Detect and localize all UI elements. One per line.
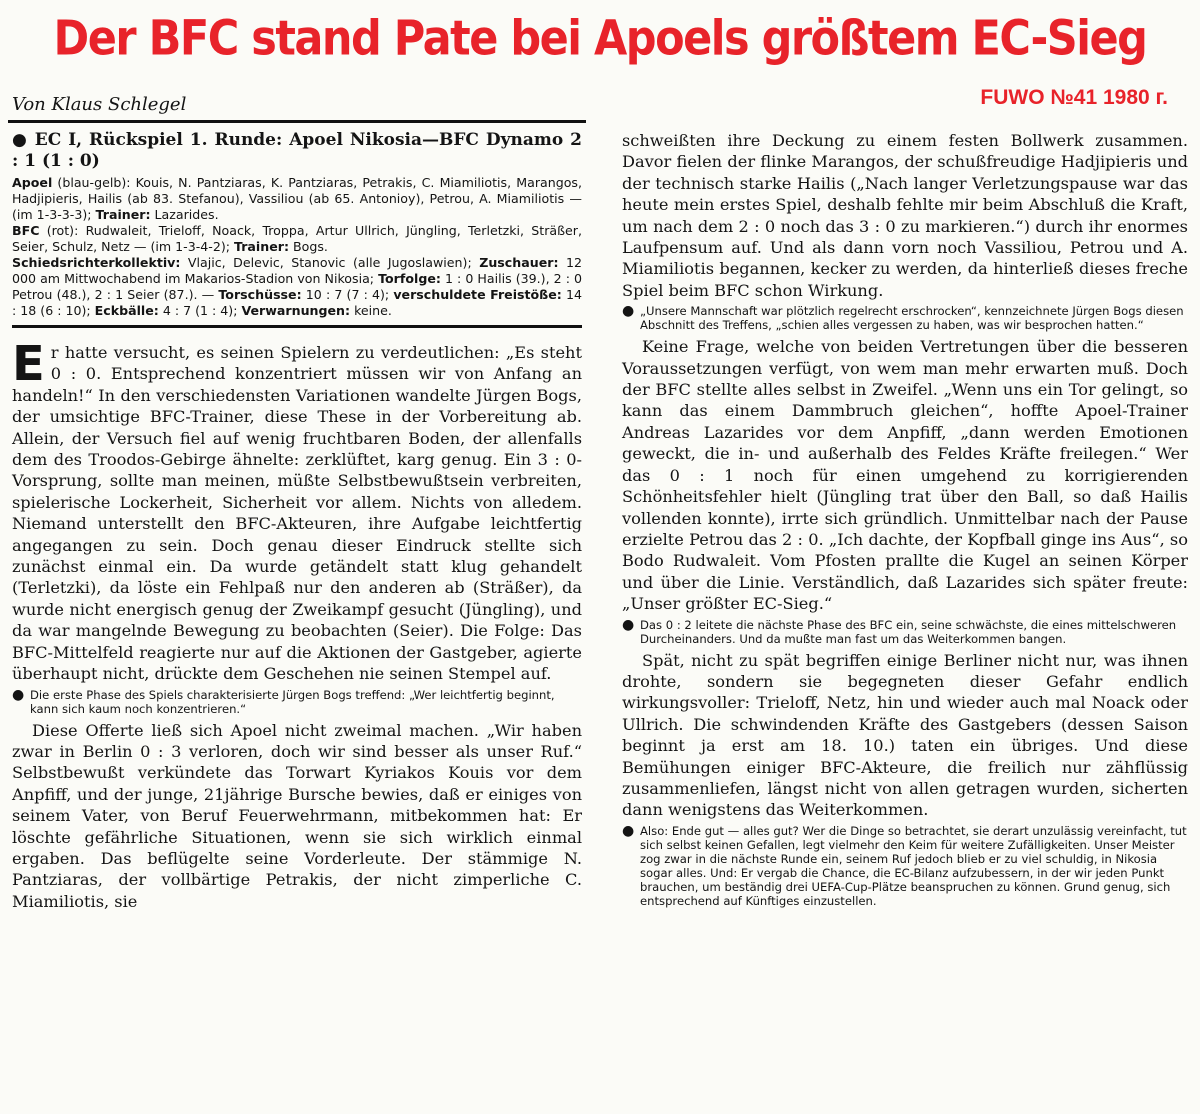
paragraph-5: Spät, nicht zu spät begriffen einige Berliner nicht nur, was ihnen drohte, sondern sie begegneten dieser Gefahr endlich wirkungsvoller: Trieloff, Netz, hin und wieder auch mal Noack oder Ullrich. Die schwindenden Kräfte des Gastgebers (dessen Saison beginnt ja erst am 18. 10.) taten ein übriges. Und diese Bemühungen einiger BFC-Akteure, die freilich nur zähflüssig zusammenliefen, längst nicht von allen getragen wurden, sicherten dann wenigstens das Weiterkommen. xyxy=(622,650,1188,820)
paragraph-1: r hatte versucht, es seinen Spielern zu verdeutlichen: „Es steht 0 : 0. Entsprechend konzentriert müssen wir von Anfang an handeln!“ In den verschiedensten Variationen wandelte Jürgen Bogs, der umsichtige BFC-Trainer, diese These in der Vorbereitung ab. Allein, der Versuch fiel auf wenig fruchtbaren Boden, der allenfalls dem des Troodos-Gebirge ähnelte: zerklüftet, karg genug. Ein 3 : 0-Vorsprung, sollte man meinen, müßte Selbstbewußtsein verbreiten, spielerische Lockerheit, Sicherheit vor allem. Nichts von alledem. Niemand unterstellt den BFC-Akteuren, ihre Aufgabe leichtfertig angegangen zu sein. Doch genau dieser Eindruck stellte sich zunächst einmal ein. Da wurde getändelt statt klug gehandelt (Terletzki), da löste ein Fehlpaß nur den anderen ab (Sträßer), da wurde nicht energisch genug der Zweikampf gesucht (Jüngling), und da war mangelnde Bewegung zu beobachten (Seier). Die Folge: Das BFC-Mittelfeld reagierte nur auf die Aktionen der Gastgeber, agierte überhaupt nicht, drückte dem Geschehen nie seinen Stempel auf. xyxy=(12,343,582,684)
right-column xyxy=(622,130,1188,912)
article-lead xyxy=(12,336,582,685)
top-rule xyxy=(8,120,586,123)
paragraph-4: Keine Frage, welche von beiden Vertretungen über die besseren Voraussetzungen verfügt, von wem man mehr erwarten muß. Doch der BFC stellte alles selbst in Zweifel. „Wenn uns ein Tor gelingt, so kann das einem Dammbruch gleichen“, hoffte Apoel-Trainer Andreas Lazarides vor dem Anpfiff, „dann werden Emotionen geweckt, die in- und außerhalb des Feldes Kräfte freilegen.“ Wer das 0 : 1 noch für einen umgehend zu korrigierenden Schönheitsfehler hielt (Jüngling trat über den Ball, so daß Hailis vollenden konnte), irrte sich gründlich. Unmittelbar nach der Pause erzielte Petrou das 2 : 0. „Ich dachte, der Kopfball ginge ins Aus“, so Bodo Rudwaleit. Vom Pfosten prallte die Kugel an seinen Körper und über die Linie. Verständlich, daß Lazarides sich später freute: „Unser größter EC-Sieg.“ xyxy=(622,337,1188,614)
lineup-bfc: BFC (rot): Rudwaleit, Trieloff, Noack, Troppa, Artur Ullrich, Jüngling, Terletzki, Sträßer, Seier, Schulz, Netz — (im 1-3-4-2); Trainer: Bogs. xyxy=(12,223,582,254)
paragraph-2: Diese Offerte ließ sich Apoel nicht zweimal machen. „Wir haben zwar in Berlin 0 : 3 verloren, doch wir sind besser als unser Ruf.“ Selbstbewußt verkündete das Torwart Kyriakos Kouis vor dem Anpfiff, und der junge, 21jährige Bursche bewies, daß er einiges von seinem Vater, von Beruf Feuerwehrmann, mitbekommen hat: Er löschte gefährliche Situationen, wenn sie sich wirklich einmal ergaben. Das beflügelte seine Vorderleute. Der stämmige N. Pantziaras, der vollbärtige Petrakis, der nicht zimperliche C. Miamiliotis, sie xyxy=(12,720,582,911)
author-byline: Von Klaus Schlegel xyxy=(12,94,187,115)
note-3: ● Das 0 : 2 leitete die nächste Phase des BFC ein, seine schwächste, die eines mittelschweren Durcheinanders. Und da mußte man fast um das Weiterkommen bangen. xyxy=(622,616,1177,646)
note-4: ● Also: Ende gut — alles gut? Wer die Dinge so betrachtet, sie derart unzulässig vereinfacht, tut sich selbst keinen Gefallen, legt vielmehr den Keim für weitere Zufälligkeiten. Unser Meister zog zwar in die nächste Runde ein, seinem Ruf jedoch blieb er zu viel schuldig, in Nikosia sogar alles. Und: Er vergab die Chance, die EC-Bilanz aufzubessern, in der wir jeden Punkt brauchen, um beständig drei UEFA-Cup-Plätze beanspruchen zu können. Grund genug, sich entsprechend auf Künftiges einzustellen. xyxy=(622,822,1187,908)
bullet-icon: ● xyxy=(12,130,28,150)
drop-cap: E xyxy=(12,336,45,392)
left-column xyxy=(12,130,582,912)
bullet-icon: ● xyxy=(622,822,635,839)
match-title-text: EC I, Rückspiel 1. Runde: Apoel Nikosia—BFC Dynamo 2 : 1 (1 : 0) xyxy=(12,130,582,171)
bullet-icon: ● xyxy=(12,686,25,703)
note-1: ● Die erste Phase des Spiels charakterisierte Jürgen Bogs treffend: „Wer leichtfertig beginnt, kann sich kaum noch konzentrieren.“ xyxy=(12,686,555,716)
lineup-apoel: Apoel (blau-gelb): Kouis, N. Pantziaras, K. Pantziaras, Petrakis, C. Miamiliotis, Marangos, Hadjipieris, Hailis (ab 83. Stefanou), Vassiliou (ab 65. Antonioy), Petrou, A. Miamiliotis — (im 1-3-3-3); Trainer: Lazarides. xyxy=(12,175,582,222)
headline: Der BFC stand Pate bei Apoels größtem EC-Sieg xyxy=(53,11,1147,67)
bullet-icon: ● xyxy=(622,303,635,320)
match-facts-box xyxy=(12,130,582,328)
source-citation: FUWO №41 1980 г. xyxy=(980,86,1168,109)
match-title xyxy=(12,130,582,172)
note-2: ● „Unsere Mannschaft war plötzlich regelrecht erschrocken“, kennzeichnete Jürgen Bogs diesen Abschnitt des Treffens, „schien alles vergessen zu haben, was wir besprochen hatten.“ xyxy=(622,303,1184,333)
paragraph-3: schweißten ihre Deckung zu einem festen Bollwerk zusammen. Davor fielen der flinke Marangos, der schußfreudige Hadjipieris und der technisch starke Hailis („Nach langer Verletzungspause war das heute mein erstes Spiel, deshalb fehlte mir beim Abschluß die Kraft, um nach dem 2 : 0 noch das 3 : 0 zu markieren.“) durch ihr enormes Laufpensum auf. Und als dann vorn noch Vassiliou, Petrou und A. Miamiliotis begannen, kecker zu werden, da hinterließ dieses freche Spiel beim BFC schon Wirkung. xyxy=(622,131,1188,300)
bullet-icon: ● xyxy=(622,616,635,633)
match-statistics: Schiedsrichterkollektiv: Vlajic, Delevic, Stanovic (alle Jugoslawien); Zuschauer: 12 000 am Mittwochabend im Makarios-Stadion von Nikosia; Torfolge: 1 : 0 Hailis (39.), 2 : 0 Petrou (48.), 2 : 1 Seier (87.). — Torschüsse: 10 : 7 (7 : 4); verschuldete Freistöße: 14 : 18 (6 : 10); Eckbälle: 4 : 7 (1 : 4); Verwarnungen: keine. xyxy=(12,255,583,318)
